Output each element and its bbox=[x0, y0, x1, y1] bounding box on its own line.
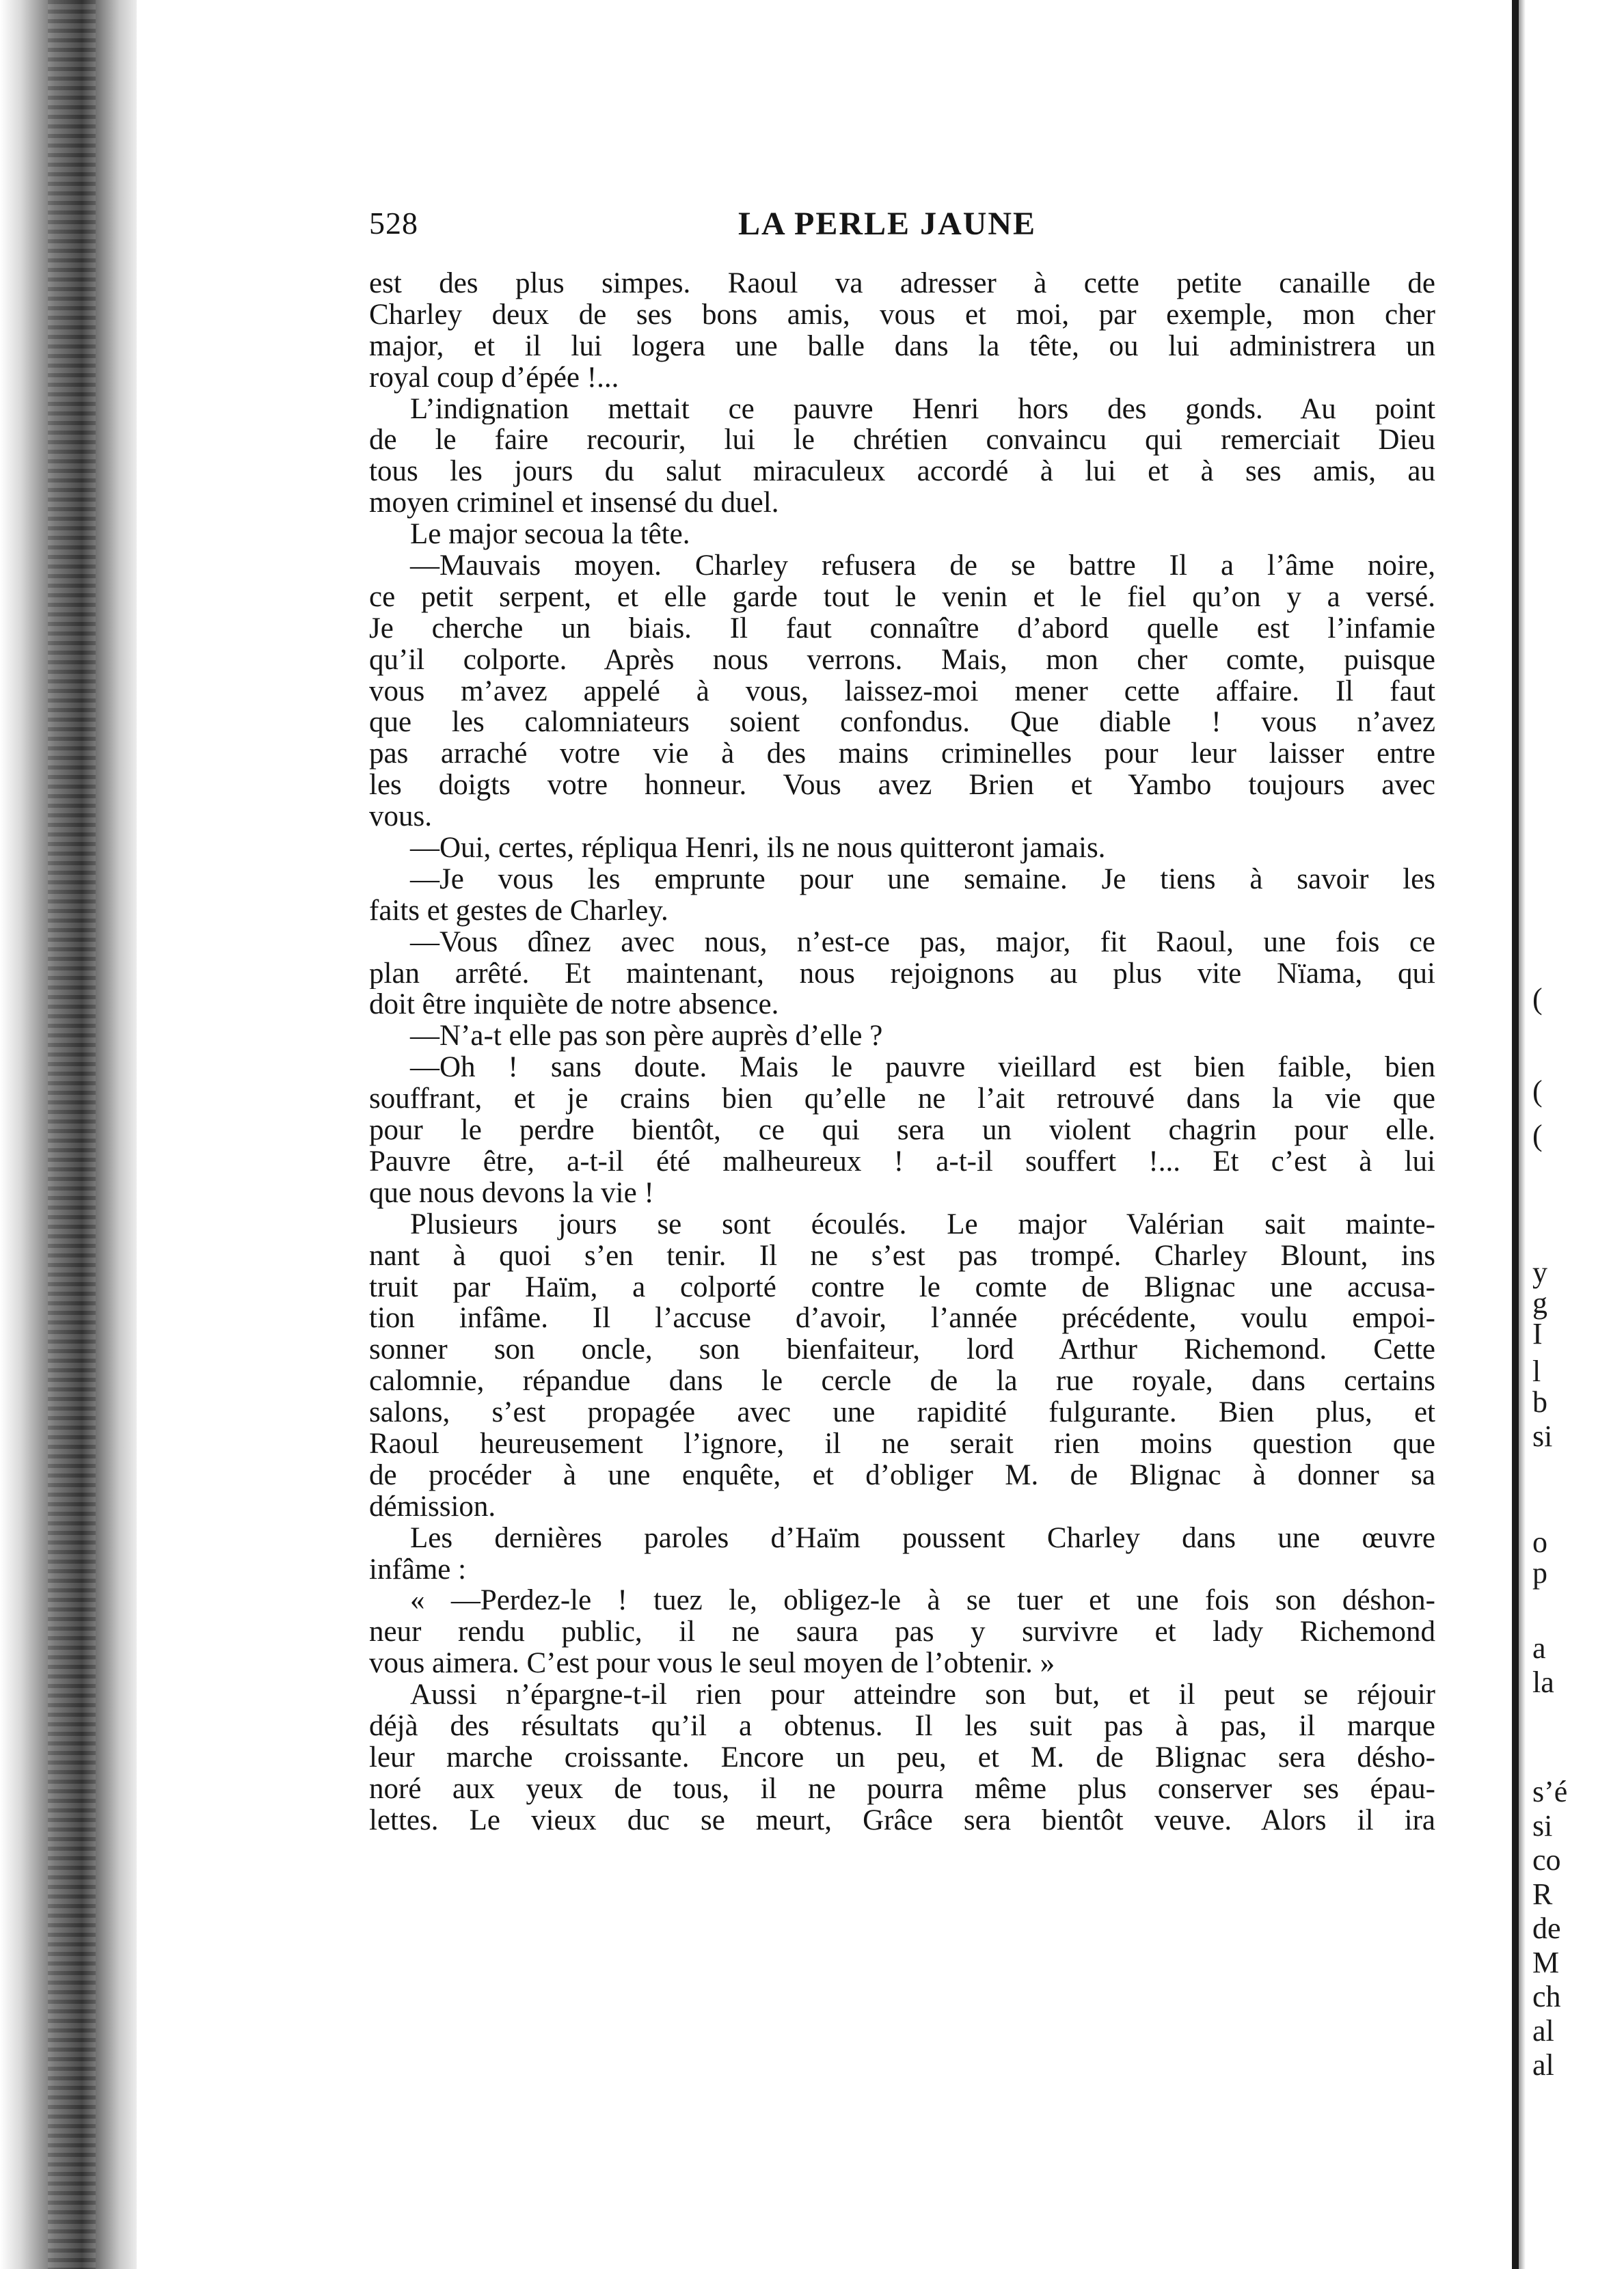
adjacent-page-fragment: I bbox=[1532, 1317, 1543, 1350]
adjacent-page-fragment: y bbox=[1532, 1255, 1547, 1289]
text-line: L’indignation mettait ce pauvre Henri hors des gonds. Au point bbox=[410, 393, 1435, 425]
text-line: de le faire recourir, lui le chrétien convaincu qui remerciait Dieu bbox=[369, 424, 1435, 457]
text-line: salons, s’est propagée avec une rapidité fulgurante. Bien plus, et bbox=[369, 1397, 1435, 1428]
text-line: « —Perdez-le ! tuez le, obligez-le à se tuer et une fois son déshon- bbox=[410, 1585, 1435, 1617]
text-line: déjà des résultats qu’il a obtenus. Il les suit pas à pas, il marque bbox=[369, 1710, 1435, 1742]
text-line: Aussi n’épargne-t-il rien pour atteindre son but, et il peut se réjouir bbox=[410, 1679, 1435, 1711]
book-page bbox=[369, 0, 1435, 2269]
text-line: démission. bbox=[369, 1491, 496, 1523]
text-line: —N’a-t elle pas son père auprès d’elle ? bbox=[410, 1020, 883, 1052]
text-line: Je cherche un biais. Il faut connaître d’abord quelle est l’infamie bbox=[369, 612, 1435, 644]
text-line: doit être inquiète de notre absence. bbox=[369, 989, 779, 1021]
adjacent-page-fragment: ch bbox=[1532, 1980, 1561, 2013]
adjacent-page-fragment: al bbox=[1532, 2014, 1554, 2048]
text-line: truit par Haïm, a colporté contre le comte de Blignac une accusa- bbox=[369, 1271, 1435, 1303]
text-line: les doigts votre honneur. Vous avez Brien et Yambo toujours avec bbox=[369, 770, 1435, 802]
text-line: tion infâme. Il l’accuse d’avoir, l’année précédente, voulu empoi- bbox=[369, 1303, 1435, 1335]
text-line: plan arrêté. Et maintenant, nous rejoignons au plus vite Nïama, qui bbox=[369, 957, 1435, 990]
text-line: Pauvre être, a-t-il été malheureux ! a-t-il souffert !... Et c’est à lui bbox=[369, 1145, 1435, 1178]
adjacent-page-fragment: co bbox=[1532, 1843, 1561, 1877]
text-line: royal coup d’épée !... bbox=[369, 362, 619, 394]
text-line: ce petit serpent, et elle garde tout le venin et le fiel qu’on y a versé. bbox=[369, 581, 1435, 613]
adjacent-page-fragment: al bbox=[1532, 2048, 1554, 2082]
gutter-shadow bbox=[1519, 0, 1526, 2269]
page-number: 528 bbox=[369, 206, 418, 241]
text-line: Le major secoua la tête. bbox=[410, 519, 690, 551]
text-line: pour le perdre bientôt, ce qui sera un violent chagrin pour elle. bbox=[369, 1115, 1435, 1146]
adjacent-page-fragment: o bbox=[1532, 1525, 1547, 1559]
text-line: Plusieurs jours se sont écoulés. Le major Valérian sait mainte- bbox=[410, 1208, 1435, 1240]
text-line: Raoul heureusement l’ignore, il ne serait rien moins question que bbox=[369, 1428, 1435, 1460]
text-line: —Vous dînez avec nous, n’est-ce pas, major, fit Raoul, une fois ce bbox=[410, 926, 1435, 958]
book-binding-edge bbox=[0, 0, 137, 2269]
adjacent-page-fragment: M bbox=[1532, 1946, 1560, 1979]
text-line: tous les jours du salut miraculeux accordé à lui et à ses amis, au bbox=[369, 456, 1435, 488]
text-line: qu’il colporte. Après nous verrons. Mais, mon cher comte, puisque bbox=[369, 644, 1435, 676]
text-line: leur marche croissante. Encore un peu, et M. de Blignac sera désho- bbox=[369, 1741, 1435, 1774]
text-line: souffrant, et je crains bien qu’elle ne l’ait retrouvé dans la vie que bbox=[369, 1083, 1435, 1115]
text-line: —Oh ! sans doute. Mais le pauvre vieillard est bien faible, bien bbox=[410, 1052, 1435, 1084]
running-head bbox=[369, 205, 1435, 253]
text-line: Charley deux de ses bons amis, vous et moi, par exemple, mon cher bbox=[369, 299, 1435, 331]
text-line: vous. bbox=[369, 801, 432, 833]
text-line: faits et gestes de Charley. bbox=[369, 895, 668, 927]
text-line: que nous devons la vie ! bbox=[369, 1177, 654, 1209]
text-line: est des plus simpes. Raoul va adresser à cette petite canaille de bbox=[369, 268, 1435, 299]
text-line: nant à quoi s’en tenir. Il ne s’est pas trompé. Charley Blount, ins bbox=[369, 1240, 1435, 1272]
body-text bbox=[369, 268, 1435, 1836]
page-gutter bbox=[1512, 0, 1519, 2269]
text-line: —Je vous les emprunte pour une semaine. Je tiens à savoir les bbox=[410, 863, 1435, 895]
adjacent-page-fragment: si bbox=[1532, 1419, 1553, 1453]
text-line: major, et il lui logera une balle dans la tête, ou lui administrera un bbox=[369, 330, 1435, 362]
adjacent-page-fragment: s’é bbox=[1532, 1775, 1568, 1808]
adjacent-page-fragment: la bbox=[1532, 1666, 1554, 1699]
text-line: pas arraché votre vie à des mains criminelles pour leur laisser entre bbox=[369, 738, 1435, 770]
running-title: LA PERLE JAUNE bbox=[738, 206, 1037, 242]
text-line: Les dernières paroles d’Haïm poussent Charley dans une œuvre bbox=[410, 1522, 1435, 1554]
text-line: que les calomniateurs soient confondus. Que diable ! vous n’avez bbox=[369, 707, 1435, 739]
text-line: neur rendu public, il ne saura pas y survivre et lady Richemond bbox=[369, 1616, 1435, 1648]
adjacent-page-fragment: a bbox=[1532, 1631, 1546, 1665]
adjacent-page-fragment: ( bbox=[1532, 982, 1543, 1016]
adjacent-page-fragment: ( bbox=[1532, 1119, 1543, 1152]
text-line: sonner son oncle, son bienfaiteur, lord Arthur Richemond. Cette bbox=[369, 1334, 1435, 1366]
text-line: de procéder à une enquête, et d’obliger M. de Blignac à donner sa bbox=[369, 1459, 1435, 1491]
text-line: —Mauvais moyen. Charley refusera de se battre Il a l’âme noire, bbox=[410, 550, 1435, 582]
adjacent-page-fragment: b bbox=[1532, 1385, 1547, 1419]
adjacent-page-fragment: si bbox=[1532, 1809, 1553, 1843]
adjacent-page-fragment: p bbox=[1532, 1556, 1547, 1590]
adjacent-page-fragment: ( bbox=[1532, 1074, 1543, 1108]
text-line: moyen criminel et insensé du duel. bbox=[369, 487, 779, 519]
adjacent-page-fragment: l bbox=[1532, 1355, 1541, 1388]
adjacent-page-fragment: R bbox=[1532, 1877, 1553, 1911]
adjacent-page-fragment: g bbox=[1532, 1286, 1547, 1320]
adjacent-page-fragment: de bbox=[1532, 1912, 1561, 1945]
text-line: —Oui, certes, répliqua Henri, ils ne nous quitteront jamais. bbox=[410, 832, 1106, 864]
adjacent-page-edge bbox=[1526, 0, 1624, 2269]
text-line: calomnie, répandue dans le cercle de la rue royale, dans certains bbox=[369, 1366, 1435, 1398]
text-line: vous m’avez appelé à vous, laissez-moi mener cette affaire. Il faut bbox=[369, 675, 1435, 707]
text-line: noré aux yeux de tous, il ne pourra même plus conserver ses épau- bbox=[369, 1773, 1435, 1805]
text-line: lettes. Le vieux duc se meurt, Grâce sera bientôt veuve. Alors il ira bbox=[369, 1804, 1435, 1836]
text-line: vous aimera. C’est pour vous le seul moyen de l’obtenir. » bbox=[369, 1648, 1055, 1680]
text-line: infâme : bbox=[369, 1553, 467, 1586]
